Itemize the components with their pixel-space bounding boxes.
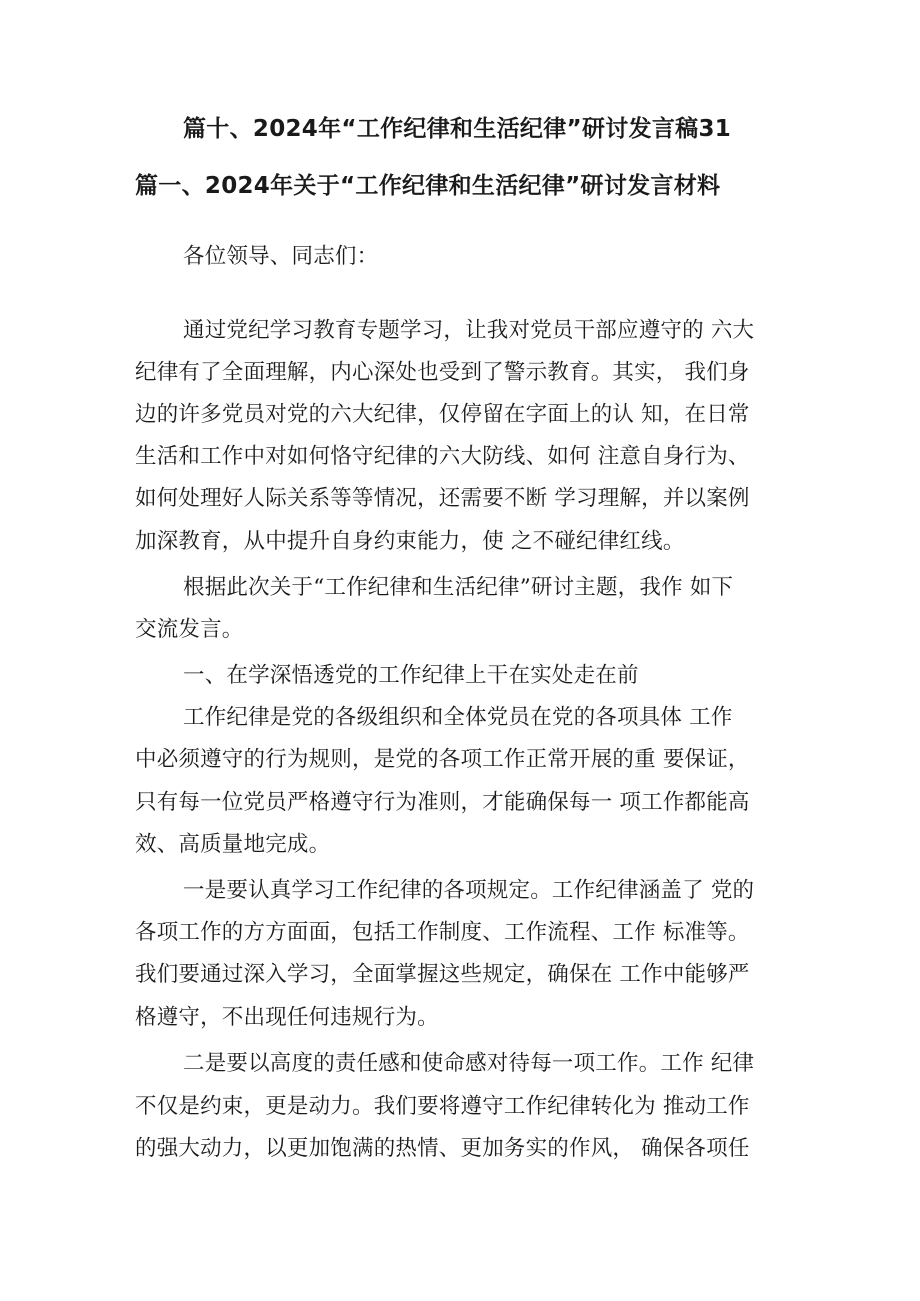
paragraph-line: 如何处理好人际关系等等情况，还需要不断 学习理解，并以案例: [135, 486, 750, 511]
paragraph-line: 根据此次关于“工作纪律和生活纪律”研讨主题，我作 如下: [183, 575, 734, 600]
paragraph-line: 的强大动力，以更加饱满的热情、更加务实的作风， 确保各项任: [135, 1136, 750, 1161]
paragraph-line: 二是要以高度的责任感和使命感对待每一项工作。工作 纪律: [183, 1051, 755, 1076]
paragraph-line: 格遵守，不出现任何违规行为。: [135, 1005, 439, 1030]
paragraph-line: 边的许多党员对党的六大纪律，仅停留在字面上的认 知，在日常: [135, 402, 750, 427]
paragraph-line: 效、高质量地完成。: [135, 832, 331, 857]
paragraph-line: 工作纪律是党的各级组织和全体党员在党的各项具体 工作: [183, 705, 733, 730]
section-heading: 一、在学深悟透党的工作纪律上干在实处走在前: [183, 663, 639, 688]
paragraph-line: 生活和工作中对如何恪守纪律的六大防线、如何 注意自身行为、: [135, 444, 750, 469]
paragraph-line: 交流发言。: [135, 617, 244, 642]
paragraph-line: 各项工作的方方面面，包括工作制度、工作流程、工作 标准等。: [135, 920, 750, 945]
salutation: 各位领导、同志们：: [183, 244, 379, 269]
paragraph-line: 不仅是约束，更是动力。我们要将遵守工作纪律转化为 推动工作: [135, 1094, 750, 1119]
paragraph-line: 中必须遵守的行为规则，是党的各项工作正常开展的重 要保证，: [135, 747, 750, 772]
paragraph-line: 一是要认真学习工作纪律的各项规定。工作纪律涵盖了 党的: [183, 878, 755, 903]
paragraph-line: 纪律有了全面理解，内心深处也受到了警示教育。其实， 我们身: [135, 360, 750, 385]
paragraph-line: 我们要通过深入学习，全面掌握这些规定，确保在 工作中能够严: [135, 962, 750, 987]
paragraph-line: 只有每一位党员严格遵守行为准则，才能确保每一 项工作都能高: [135, 790, 750, 815]
paragraph-line: 加深教育，从中提升自身约束能力，使 之不碰纪律红线。: [135, 529, 685, 554]
main-title: 篇一、2024年关于“工作纪律和生活纪律”研讨发言材料: [135, 173, 721, 199]
paragraph-line: 通过党纪学习教育专题学习，让我对党员干部应遵守的 六大: [183, 318, 755, 343]
toc-title: 篇十、2024年“工作纪律和生活纪律”研讨发言稿31: [183, 116, 732, 142]
